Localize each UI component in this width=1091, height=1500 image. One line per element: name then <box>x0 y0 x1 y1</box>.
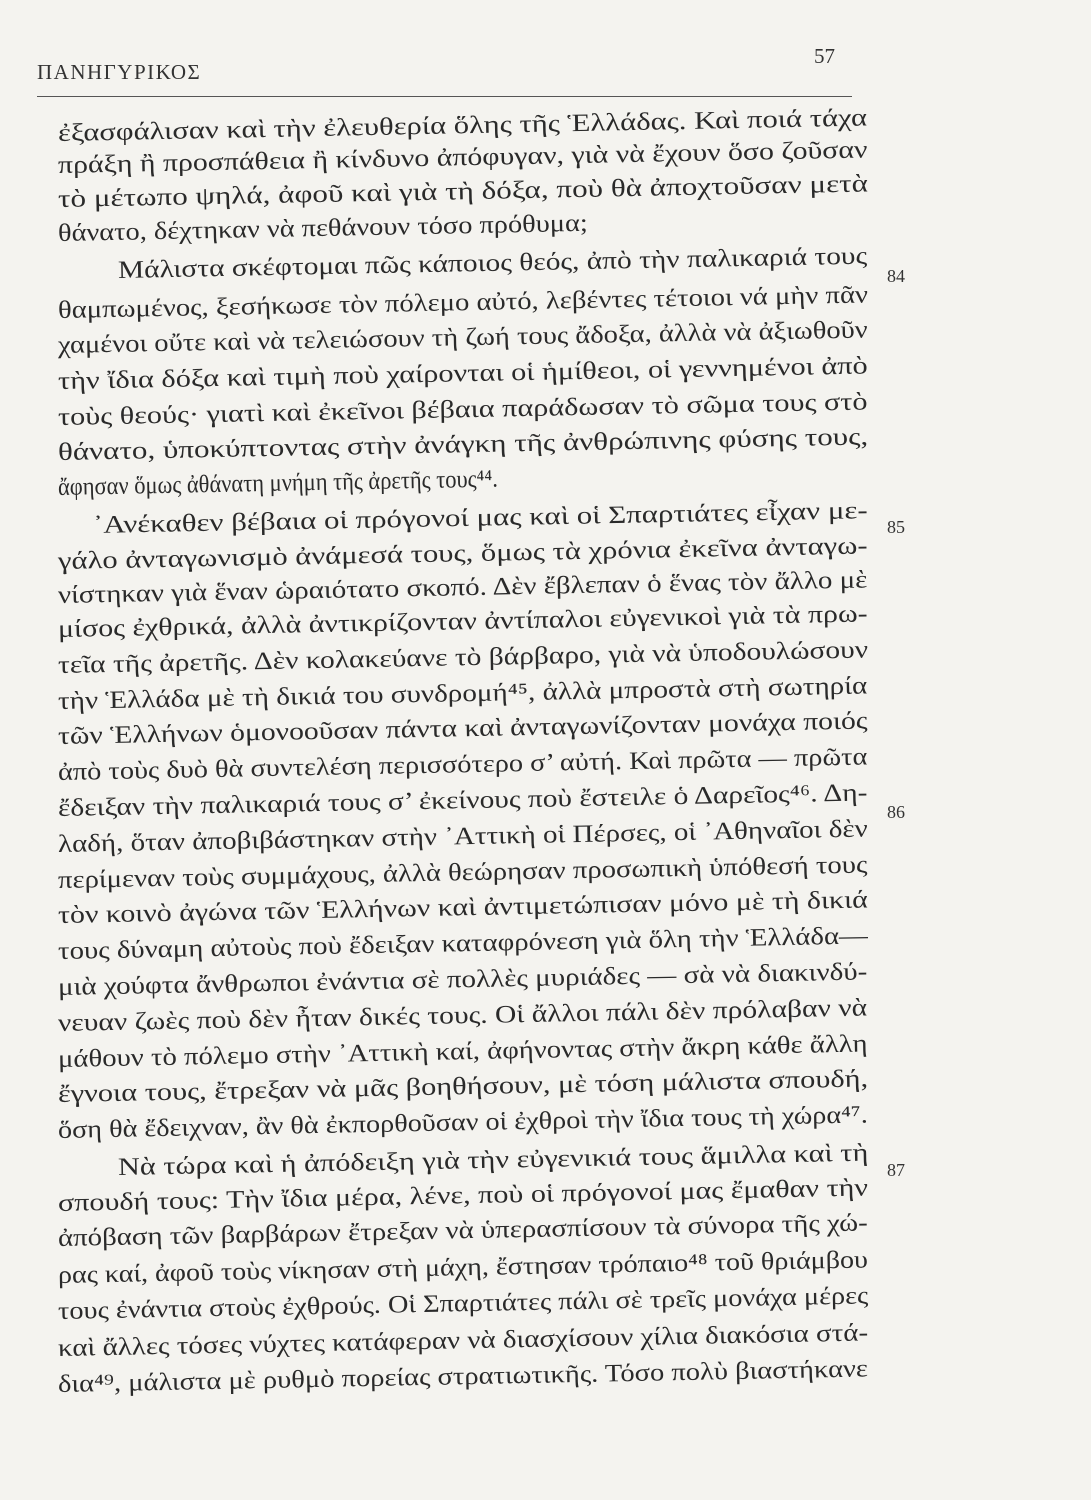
text-line: ὅση θὰ ἔδειχναν, ἂν θὰ ἐκπορθοῦσαν οἱ ἐχθροὶ τὴν ἴδια τους τὴ χώρα⁴⁷. <box>57 1101 869 1144</box>
text-line: σπουδή τους: Τὴν ἴδια μέρα, λένε, ποὺ οἱ πρόγονοί μας ἔμαθαν τὴν <box>57 1174 869 1217</box>
text-line: περίμεναν τοὺς συμμάχους, ἀλλὰ θεώρησαν προσωπικὴ ὑπόθεσή τους <box>57 851 868 894</box>
page-number: 57 <box>814 44 835 68</box>
text-line: μάθουν τὸ πόλεμο στὴν ᾿Αττικὴ καί, ἀφήνοντας στὴν ἄκρη κάθε ἄλλη <box>57 1030 868 1073</box>
text-line: χαμένοι οὔτε καὶ νὰ τελειώσουν τὴ ζωή τους ἄδοξα, ἀλλὰ νὰ ἀξιωθοῦν <box>57 316 868 359</box>
text-line: τους δύναμη αὐτοὺς ποὺ ἔδειξαν καταφρόνεση γιὰ ὅλη τὴν Ἑλλάδα— <box>57 922 869 965</box>
text-line: τὸν κοινὸ ἀγώνα τῶν Ἑλλήνων καὶ ἀντιμετώπισαν μόνο μὲ τὴ δικιά <box>57 886 869 929</box>
text-line: μιὰ χούφτα ἄνθρωποι ἐνάντια σὲ πολλὲς μυριάδες — σὰ νὰ διακινδύ- <box>57 958 868 1001</box>
section-number: 87 <box>887 1160 905 1180</box>
text-line: τους ἐνάντια στοὺς ἐχθρούς. Οἱ Σπαρτιάτες πάλι σὲ τρεῖς μονάχα μέρες <box>57 1282 869 1325</box>
text-line: ἔδειξαν τὴν παλικαριά τους σ’ ἐκείνους ποὺ ἔστειλε ὁ Δαρεῖος⁴⁶. Δη- <box>57 779 868 822</box>
text-line: ρας καί, ἀφοῦ τοὺς νίκησαν στὴ μάχη, ἔστησαν τρόπαιο⁴⁸ τοῦ θριάμβου <box>57 1246 869 1289</box>
section-number: 86 <box>887 802 905 822</box>
text-line: πράξη ἢ προσπάθεια ἢ κίνδυνο ἀπόφυγαν, γιὰ νὰ ἔχουν ὅσο ζοῦσαν <box>57 136 868 179</box>
section-number: 85 <box>887 517 905 537</box>
header-rule <box>37 96 852 97</box>
text-line: τεῖα τῆς ἀρετῆς. Δὲν κολακεύανε τὸ βάρβαρο, γιὰ νὰ ὑποδουλώσουν <box>57 636 869 679</box>
text-line: θάνατο, ὑποκύπτοντας στὴν ἀνάγκη τῆς ἀνθρώπινης φύσης τους, <box>57 423 869 466</box>
text-line: νευαν ζωὲς ποὺ δὲν ἦταν δικές τους. Οἱ ἄλλοι πάλι δὲν πρόλαβαν νὰ <box>57 994 868 1037</box>
text-line: καὶ ἄλλες τόσες νύχτες κατάφεραν νὰ διασχίσουν χίλια διακόσια στά- <box>57 1319 869 1362</box>
section-number: 84 <box>887 266 905 286</box>
text-line: τὸ μέτωπο ψηλά, ἀφοῦ καὶ γιὰ τὴ δόξα, ποὺ θὰ ἀποχτοῦσαν μετὰ <box>57 170 869 213</box>
text-line: Νὰ τώρα καὶ ἡ ἀπόδειξη γιὰ τὴν εὐγενικιά τους ἅμιλλα καὶ τὴ <box>117 1139 869 1181</box>
text-line: θάνατο, δέχτηκαν νὰ πεθάνουν τόσο πρόθυμα; <box>57 209 588 247</box>
text-line: τῶν Ἑλλήνων ὁμονοοῦσαν πάντα καὶ ἀνταγωνίζονταν μονάχα ποιός <box>57 707 868 750</box>
text-line: δια⁴⁹, μάλιστα μὲ ρυθμὸ πορείας στρατιωτικῆς. Τόσο πολὺ βιαστήκανε <box>57 1355 869 1398</box>
text-line: ἀπόβαση τῶν βαρβάρων ἔτρεξαν νὰ ὑπερασπίσουν τὰ σύνορα τῆς χώ- <box>57 1209 868 1252</box>
text-line: ᾿Ανέκαθεν βέβαια οἱ πρόγονοί μας καὶ οἱ Σπαρτιάτες εἶχαν με- <box>92 497 868 539</box>
text-line: γάλο ἀνταγωνισμὸ ἀνάμεσά τους, ὅμως τὰ χρόνια ἐκεῖνα ἀνταγω- <box>57 532 868 575</box>
text-line: ἀπὸ τοὺς δυὸ θὰ συντελέση περισσότερο σ’ αὐτή. Καὶ πρῶτα — πρῶτα <box>57 743 868 786</box>
text-line: θαμπωμένος, ξεσήκωσε τὸν πόλεμο αὐτό, λεβέντες τέτοιοι νά μὴν πᾶν <box>57 281 869 324</box>
text-line: Μάλιστα σκέφτομαι πῶς κάποιος θεός, ἀπὸ τὴν παλικαριά τους <box>117 242 868 284</box>
text-line: τὴν Ἑλλάδα μὲ τὴ δικιά του συνδρομή⁴⁵, ἀλλὰ μπροστὰ στὴ σωτηρία <box>57 672 868 715</box>
text-line: ἄφησαν ὅμως ἀθάνατη μνήμη τῆς ἀρετῆς τους⁴⁴. <box>57 465 499 501</box>
text-line: λαδή, ὅταν ἀποβιβάστηκαν στὴν ᾿Αττικὴ οἱ Πέρσες, οἱ ᾿Αθηναῖοι δὲν <box>57 815 868 858</box>
text-line: ἔγνοια τους, ἔτρεξαν νὰ μᾶς βοηθήσουν, μὲ τόση μάλιστα σπουδή, <box>57 1065 869 1108</box>
text-line: τοὺς θεούς· γιατὶ καὶ ἐκεῖνοι βέβαια παράδωσαν τὸ σῶμα τους στὸ <box>57 388 868 431</box>
text-line: μίσος ἐχθρικά, ἀλλὰ ἀντικρίζονταν ἀντίπαλοι εὐγενικοὶ γιὰ τὰ πρω- <box>57 600 868 643</box>
running-title: ΠΑΝΗΓΥΡΙΚΟΣ <box>37 60 202 84</box>
text-line: ἐξασφάλισαν καὶ τὴν ἐλευθερία ὅλης τῆς Ἑλλάδας. Καὶ ποιά τάχα <box>57 104 868 147</box>
text-line: νίστηκαν γιὰ ἕναν ὡραιότατο σκοπό. Δὲν ἔβλεπαν ὁ ἕνας τὸν ἄλλο μὲ <box>57 566 868 609</box>
text-line: τὴν ἴδια δόξα καὶ τιμὴ ποὺ χαίρονται οἱ ἡμίθεοι, οἱ γεννημένοι ἀπὸ <box>57 352 868 395</box>
